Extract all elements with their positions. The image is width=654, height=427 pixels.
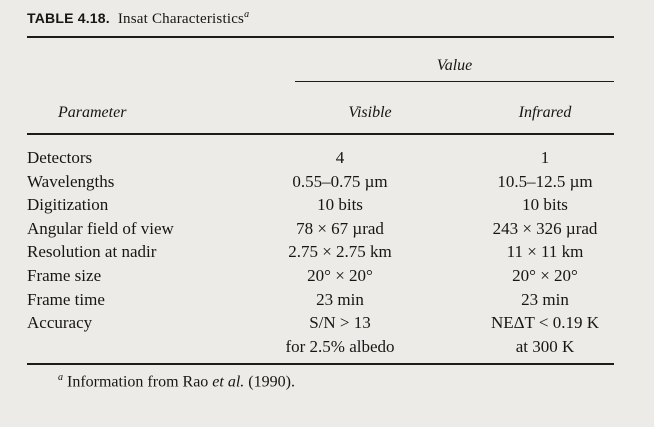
table-row [27,193,627,217]
column-header-parameter: Parameter [58,104,127,121]
value-group-header: Value [436,57,473,74]
header-rule [27,133,614,135]
parameter-cell: Accuracy [27,313,93,333]
bottom-rule [27,363,614,365]
parameter-cell: Resolution at nadir [27,242,157,262]
infrared-cell: 243 × 326 µrad [492,218,598,238]
parameter-cell: Wavelengths [27,171,115,191]
visible-cell: S/N > 13 [309,313,371,333]
footnote-et-al: et al. [212,373,245,391]
table-row [27,288,627,312]
top-rule [27,36,614,38]
table-row [27,264,627,288]
footnote-text-before: Information from Rao [67,373,213,391]
visible-cell: 10 bits [317,195,363,215]
table-caption [27,9,249,28]
infrared-cell: 1 [540,148,550,167]
table-row [27,217,627,241]
parameter-cell: Frame size [27,265,102,285]
column-header-visible: Visible [348,104,392,121]
infrared-cell: 10 bits [522,195,568,215]
parameter-cell: Detectors [27,148,93,167]
infrared-cell: 20° × 20° [512,265,578,285]
value-group-rule [295,81,614,82]
table-row [27,170,627,194]
visible-cell: 23 min [316,289,364,309]
infrared-cell: at 300 K [515,336,575,356]
visible-cell: 78 × 67 µrad [296,218,384,238]
table-row [27,146,627,170]
column-header-infrared: Infrared [518,104,572,121]
infrared-cell: 11 × 11 km [506,242,584,262]
parameter-cell: Angular field of view [27,218,174,238]
visible-cell: 4 [335,148,345,167]
infrared-cell: 10.5–12.5 µm [497,171,593,191]
footnote-text-after: (1990). [244,373,295,391]
table-number: TABLE 4.18. [27,10,110,26]
table-body [27,146,627,358]
parameter-cell: Digitization [27,195,109,215]
title-footnote-marker: a [244,9,250,20]
visible-cell: 2.75 × 2.75 km [288,242,392,262]
infrared-cell: 23 min [521,289,569,309]
table-title: Insat Characteristics [117,11,245,27]
visible-cell: for 2.5% albedo [285,336,395,356]
table-footnote [58,372,295,391]
table-row [27,335,627,359]
table-row [27,240,627,264]
footnote-marker: a [58,372,63,383]
parameter-cell: Frame time [27,289,105,309]
visible-cell: 20° × 20° [307,265,373,285]
table-row [27,311,627,335]
visible-cell: 0.55–0.75 µm [292,171,388,191]
infrared-cell: NEΔT < 0.19 K [490,313,600,333]
